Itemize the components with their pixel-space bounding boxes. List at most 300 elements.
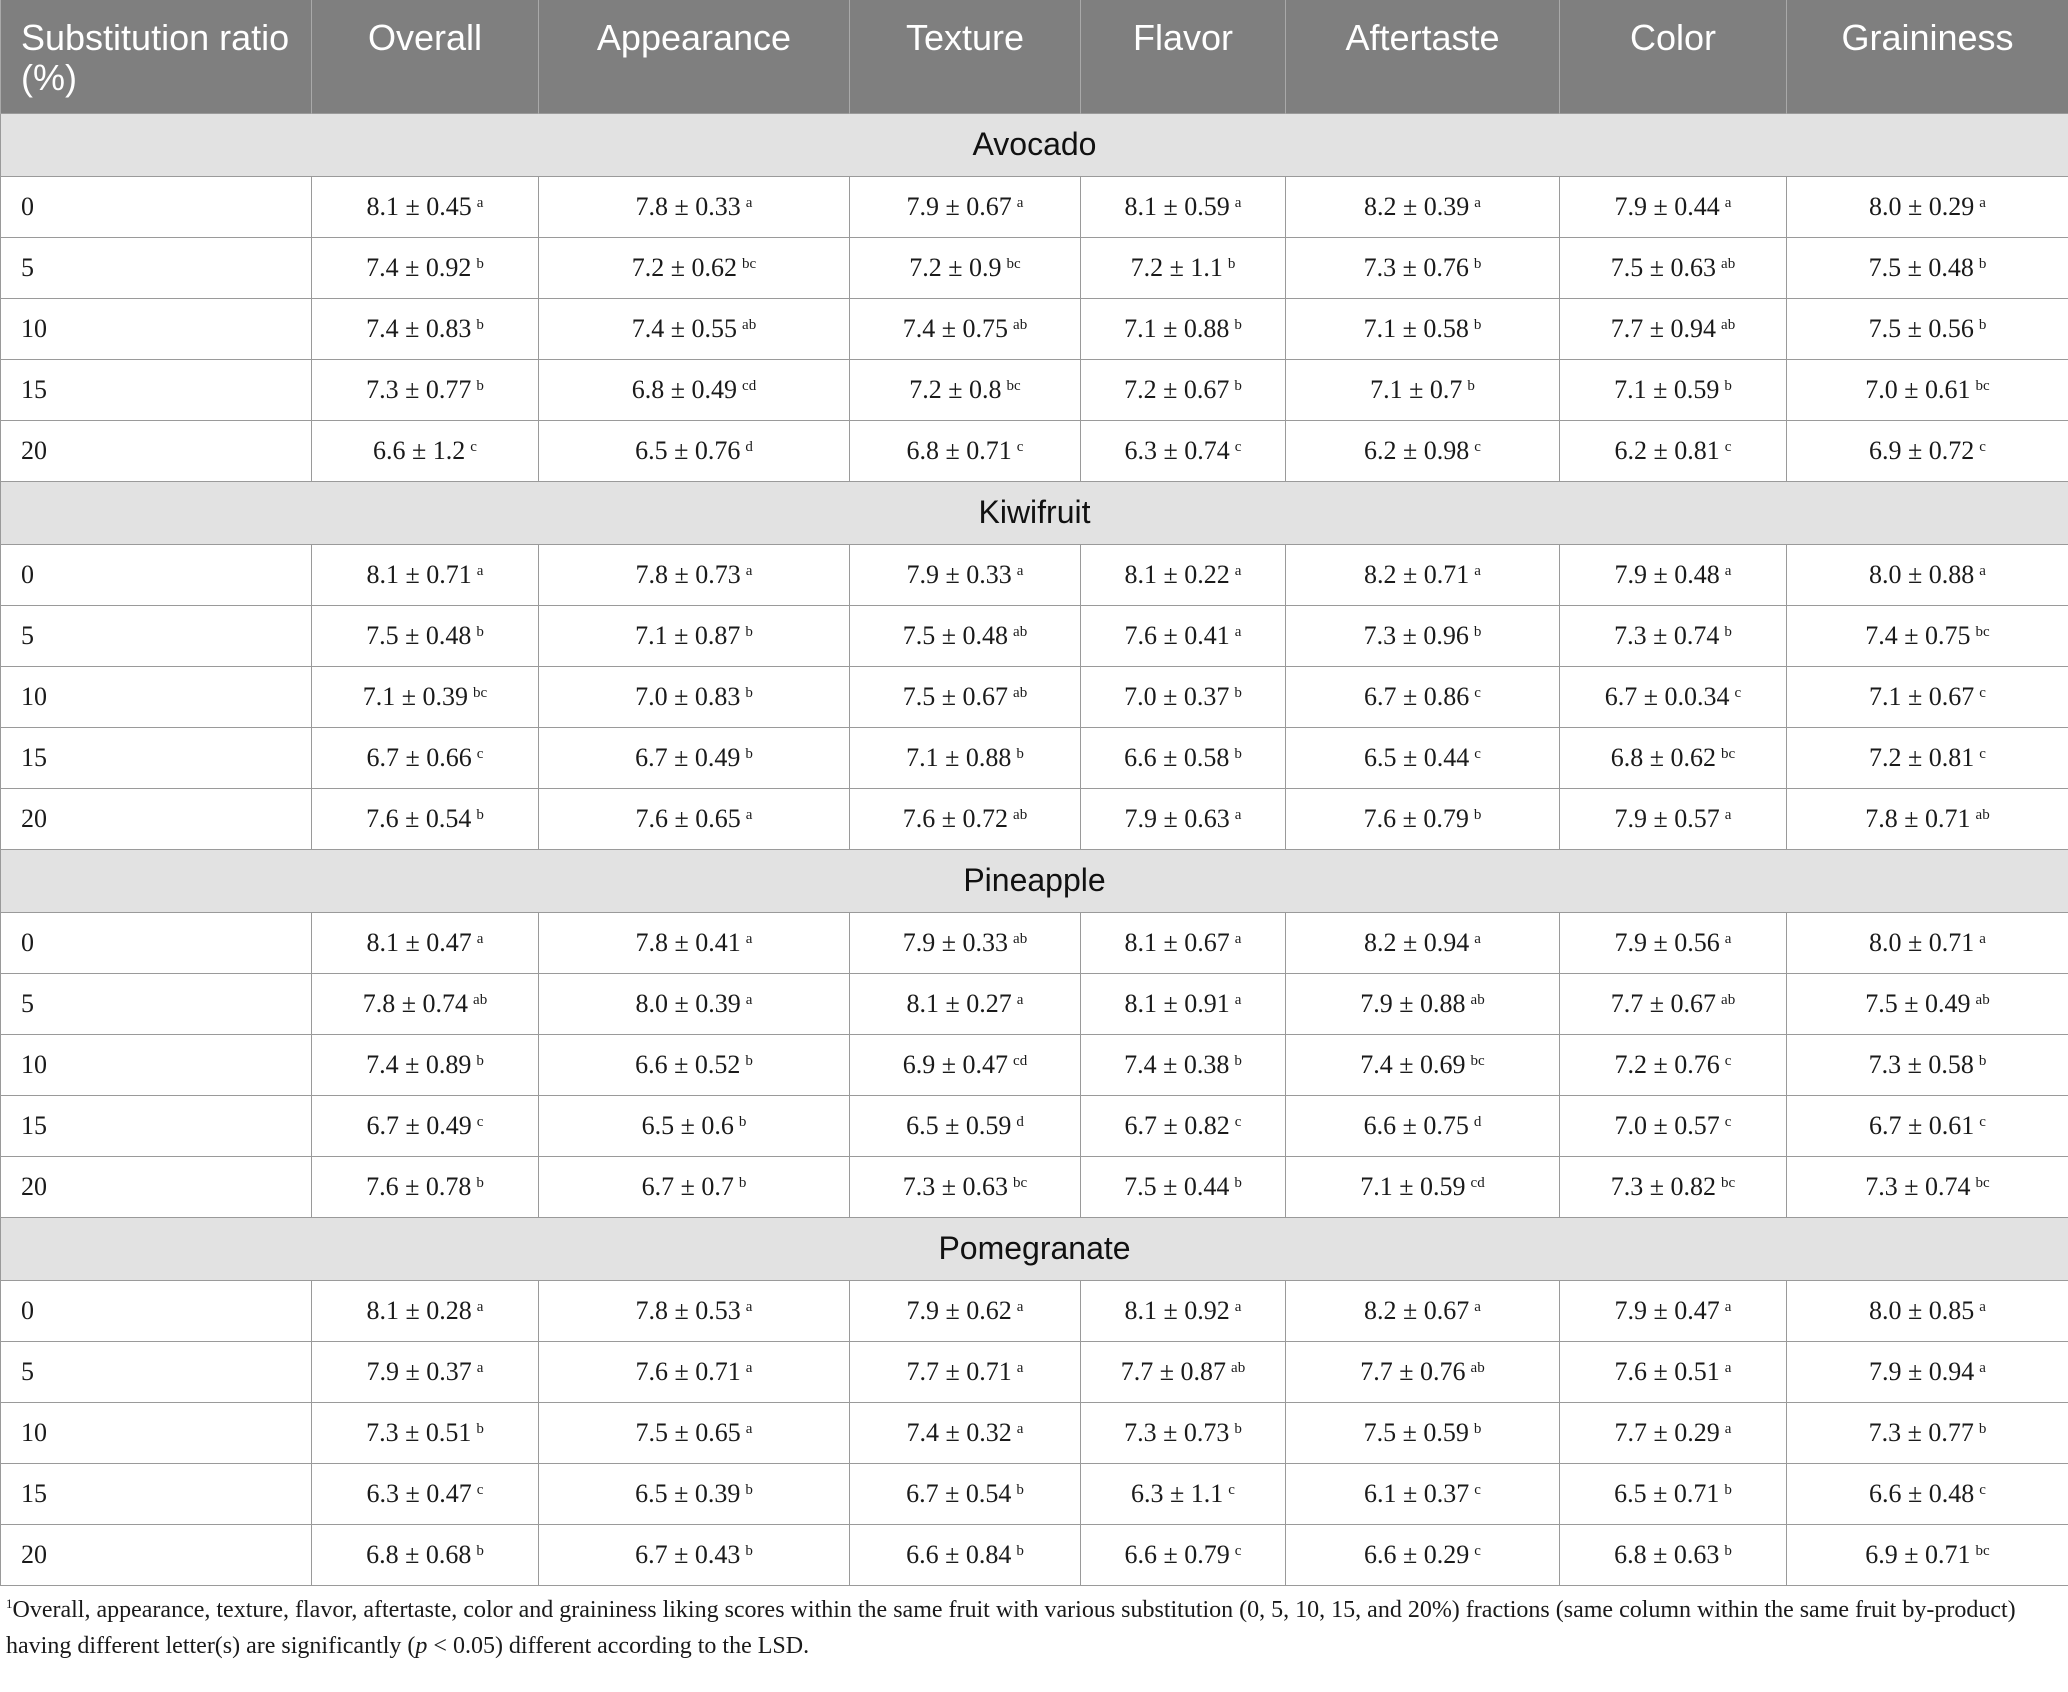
significance-letter: b (1234, 684, 1242, 701)
ratio-cell: 20 (1, 420, 312, 481)
score-value: 7.9 ± 0.88 (1360, 988, 1466, 1018)
score-cell (312, 973, 539, 1034)
score-cell (539, 1156, 850, 1217)
significance-letter: c (1724, 1113, 1732, 1130)
significance-letter: c (470, 438, 477, 455)
significance-letter: c (1474, 684, 1481, 701)
score-value: 6.7 ± 0.49 (635, 742, 741, 772)
score-cell (1787, 1524, 2068, 1585)
score-cell (1560, 420, 1787, 481)
score-cell (1560, 1341, 1787, 1402)
score-value: 7.6 ± 0.78 (366, 1171, 472, 1201)
ratio-cell: 15 (1, 1095, 312, 1156)
score-value: 7.8 ± 0.73 (635, 559, 741, 589)
score-value: 6.8 ± 0.49 (631, 374, 738, 404)
score-value: 6.2 ± 0.98 (1364, 435, 1470, 465)
table-footnote (0, 1586, 2068, 1664)
significance-letter: c (1979, 745, 1986, 762)
significance-letter: d (1473, 1113, 1482, 1130)
table-row (1, 1156, 2068, 1217)
significance-letter: bc (1975, 623, 1990, 640)
score-cell (1560, 1034, 1787, 1095)
score-cell (1560, 727, 1787, 788)
score-value: 8.2 ± 0.67 (1364, 1295, 1470, 1325)
score-cell (850, 1034, 1081, 1095)
score-cell (1787, 1402, 2068, 1463)
score-value: 7.6 ± 0.54 (366, 803, 472, 833)
score-cell (850, 727, 1081, 788)
score-value: 7.0 ± 0.57 (1614, 1110, 1720, 1140)
score-value: 6.6 ± 0.29 (1364, 1539, 1470, 1569)
table-row (1, 973, 2068, 1034)
score-value: 7.7 ± 0.87 (1120, 1356, 1227, 1386)
score-cell (1286, 237, 1560, 298)
score-value: 7.3 ± 0.74 (1865, 1171, 1971, 1201)
significance-letter: bc (1975, 377, 1990, 394)
score-value: 7.4 ± 0.75 (902, 313, 1009, 343)
significance-letter: ab (1721, 991, 1736, 1008)
significance-letter: b (1234, 1174, 1242, 1191)
table-row (1, 298, 2068, 359)
score-cell (1560, 298, 1787, 359)
significance-letter: b (1724, 377, 1732, 394)
significance-letter: ab (1470, 1359, 1485, 1376)
significance-letter: a (745, 930, 753, 947)
score-value: 7.9 ± 0.56 (1614, 927, 1720, 957)
significance-letter: a (1016, 991, 1024, 1008)
score-cell (850, 1095, 1081, 1156)
table-row (1, 788, 2068, 849)
significance-letter: c (1724, 438, 1732, 455)
significance-letter: ab (1013, 623, 1028, 640)
score-value: 6.7 ± 0.86 (1364, 681, 1470, 711)
significance-letter: bc (473, 684, 488, 701)
score-value: 7.6 ± 0.72 (902, 803, 1009, 833)
significance-letter: b (476, 623, 484, 640)
significance-letter: ab (1975, 991, 1990, 1008)
score-value: 7.5 ± 0.56 (1868, 313, 1974, 343)
score-value: 7.9 ± 0.63 (1124, 803, 1230, 833)
significance-letter: ab (1013, 806, 1028, 823)
score-value: 7.3 ± 0.51 (366, 1417, 472, 1447)
significance-letter: a (1724, 1298, 1732, 1315)
score-value: 7.9 ± 0.57 (1614, 803, 1720, 833)
score-cell (539, 1524, 850, 1585)
ratio-cell: 0 (1, 176, 312, 237)
score-cell (1081, 1156, 1286, 1217)
score-value: 7.7 ± 0.29 (1614, 1417, 1720, 1447)
score-value: 7.2 ± 0.9 (909, 252, 1002, 282)
score-cell (1560, 1156, 1787, 1217)
score-cell (1787, 1280, 2068, 1341)
score-value: 7.1 ± 0.87 (635, 620, 741, 650)
significance-letter: bc (1006, 255, 1021, 272)
score-value: 6.5 ± 0.76 (635, 435, 741, 465)
score-value: 6.7 ± 0.7 (641, 1171, 734, 1201)
score-value: 7.7 ± 0.76 (1360, 1356, 1466, 1386)
significance-letter: bc (1975, 1174, 1990, 1191)
score-value: 7.8 ± 0.33 (635, 191, 741, 221)
group-label: Pineapple (1, 849, 2068, 912)
significance-letter: a (745, 194, 753, 211)
significance-letter: b (1234, 316, 1242, 333)
score-value: 6.5 ± 0.71 (1614, 1478, 1720, 1508)
score-value: 7.5 ± 0.63 (1610, 252, 1717, 282)
significance-letter: b (1724, 1542, 1732, 1559)
score-value: 6.8 ± 0.63 (1614, 1539, 1720, 1569)
score-cell (850, 544, 1081, 605)
group-label: Avocado (1, 113, 2068, 176)
score-value: 7.1 ± 0.39 (362, 681, 469, 711)
score-cell (1787, 788, 2068, 849)
significance-letter: b (1016, 1481, 1024, 1498)
footnote-p-symbol: p (415, 1632, 428, 1659)
table-row (1, 1524, 2068, 1585)
score-cell (1081, 176, 1286, 237)
score-cell (1286, 1341, 1560, 1402)
table-row (1, 359, 2068, 420)
score-cell (1286, 1095, 1560, 1156)
score-cell (539, 420, 850, 481)
score-cell (1560, 973, 1787, 1034)
significance-letter: a (1016, 1298, 1024, 1315)
score-cell (1081, 605, 1286, 666)
score-cell (312, 359, 539, 420)
significance-letter: b (738, 1113, 747, 1130)
significance-letter: b (1467, 377, 1475, 394)
score-cell (312, 1402, 539, 1463)
significance-letter: c (1474, 1542, 1481, 1559)
score-cell (850, 359, 1081, 420)
score-cell (1560, 176, 1787, 237)
score-cell (1787, 1034, 2068, 1095)
significance-letter: c (1724, 1052, 1732, 1069)
score-cell (1286, 1463, 1560, 1524)
table-row (1, 1402, 2068, 1463)
ratio-cell: 10 (1, 298, 312, 359)
score-value: 8.2 ± 0.94 (1364, 927, 1470, 957)
table-row (1, 420, 2068, 481)
score-cell (1560, 237, 1787, 298)
score-value: 6.8 ± 0.71 (906, 435, 1012, 465)
header-flavor: Flavor (1081, 0, 1286, 113)
score-cell (1787, 912, 2068, 973)
score-cell (1787, 237, 2068, 298)
score-cell (539, 359, 850, 420)
significance-letter: cd (1470, 1174, 1485, 1191)
group-label: Pomegranate (1, 1217, 2068, 1280)
score-value: 7.5 ± 0.49 (1865, 988, 1971, 1018)
significance-letter: a (1979, 1359, 1986, 1376)
score-value: 7.6 ± 0.71 (635, 1356, 741, 1386)
score-value: 6.6 ± 0.84 (906, 1539, 1012, 1569)
score-value: 7.3 ± 0.73 (1124, 1417, 1230, 1447)
score-value: 8.0 ± 0.71 (1869, 927, 1975, 957)
score-value: 6.5 ± 0.44 (1364, 742, 1470, 772)
ratio-cell: 15 (1, 1463, 312, 1524)
table-header (1, 0, 2068, 113)
significance-letter: b (476, 255, 484, 272)
score-value: 6.5 ± 0.39 (635, 1478, 741, 1508)
significance-letter: a (1474, 1298, 1481, 1315)
score-value: 6.3 ± 1.1 (1131, 1478, 1224, 1508)
score-value: 7.2 ± 0.62 (631, 252, 738, 282)
score-cell (539, 544, 850, 605)
ratio-cell: 5 (1, 237, 312, 298)
significance-letter: b (476, 1174, 484, 1191)
group-row (1, 481, 2068, 544)
score-value: 6.7 ± 0.49 (366, 1110, 472, 1140)
significance-letter: d (1016, 1113, 1024, 1130)
score-cell (312, 1524, 539, 1585)
score-cell (1787, 176, 2068, 237)
ratio-cell: 20 (1, 1156, 312, 1217)
significance-letter: a (1724, 1420, 1732, 1437)
score-cell (1560, 605, 1787, 666)
score-cell (539, 1341, 850, 1402)
significance-letter: b (476, 316, 484, 333)
significance-letter: a (1724, 806, 1732, 823)
score-value: 7.4 ± 0.83 (366, 313, 472, 343)
significance-letter: a (1724, 1359, 1732, 1376)
score-value: 7.5 ± 0.59 (1363, 1417, 1469, 1447)
score-value: 8.1 ± 0.22 (1124, 559, 1230, 589)
score-cell (850, 1280, 1081, 1341)
score-cell (312, 912, 539, 973)
significance-letter: d (745, 438, 753, 455)
ratio-cell: 10 (1, 1034, 312, 1095)
ratio-cell: 10 (1, 666, 312, 727)
significance-letter: b (1016, 1542, 1024, 1559)
significance-letter: b (1978, 255, 1987, 272)
score-value: 7.8 ± 0.74 (362, 988, 469, 1018)
score-value: 7.6 ± 0.79 (1363, 803, 1469, 833)
score-value: 7.8 ± 0.71 (1865, 803, 1971, 833)
significance-letter: a (1234, 930, 1242, 947)
significance-letter: c (476, 1113, 484, 1130)
score-cell (1787, 1095, 2068, 1156)
significance-letter: bc (1470, 1052, 1485, 1069)
score-cell (312, 1463, 539, 1524)
score-cell (539, 237, 850, 298)
header-graininess: Graininess (1787, 0, 2068, 113)
ratio-cell: 5 (1, 973, 312, 1034)
score-value: 7.4 ± 0.69 (1360, 1049, 1466, 1079)
score-value: 8.1 ± 0.59 (1124, 191, 1230, 221)
score-cell (539, 727, 850, 788)
header-aftertaste: Aftertaste (1286, 0, 1560, 113)
significance-letter: b (1227, 255, 1236, 272)
score-value: 8.1 ± 0.47 (366, 927, 472, 957)
score-cell (539, 666, 850, 727)
significance-letter: b (745, 1481, 753, 1498)
score-cell (1286, 912, 1560, 973)
header-color: Color (1560, 0, 1787, 113)
table-row (1, 1463, 2068, 1524)
significance-letter: b (1724, 1481, 1732, 1498)
score-cell (1286, 1402, 1560, 1463)
table-row (1, 605, 2068, 666)
score-cell (1787, 605, 2068, 666)
score-cell (850, 1402, 1081, 1463)
table-row (1, 1095, 2068, 1156)
significance-letter: c (1979, 1481, 1986, 1498)
score-cell (539, 912, 850, 973)
header-appearance: Appearance (539, 0, 850, 113)
significance-letter: b (1978, 316, 1987, 333)
significance-letter: a (745, 1298, 753, 1315)
significance-letter: c (476, 1481, 484, 1498)
score-value: 6.7 ± 0.61 (1869, 1110, 1975, 1140)
significance-letter: bc (1721, 745, 1736, 762)
score-cell (1286, 605, 1560, 666)
significance-letter: b (1016, 745, 1024, 762)
score-cell (1081, 1463, 1286, 1524)
score-value: 7.1 ± 0.88 (1124, 313, 1230, 343)
significance-letter: a (745, 991, 753, 1008)
score-value: 7.1 ± 0.88 (906, 742, 1012, 772)
score-value: 6.3 ± 0.74 (1124, 435, 1230, 465)
significance-letter: ab (742, 316, 757, 333)
score-value: 6.5 ± 0.6 (641, 1110, 734, 1140)
score-cell (539, 1280, 850, 1341)
score-cell (1560, 666, 1787, 727)
score-value: 7.0 ± 0.61 (1865, 374, 1971, 404)
significance-letter: c (1474, 438, 1481, 455)
significance-letter: b (745, 1542, 753, 1559)
score-value: 7.0 ± 0.37 (1124, 681, 1230, 711)
significance-letter: ab (1013, 930, 1028, 947)
significance-letter: a (1016, 1359, 1024, 1376)
score-value: 7.4 ± 0.89 (366, 1049, 472, 1079)
score-value: 7.5 ± 0.48 (366, 620, 472, 650)
significance-letter: b (1473, 806, 1482, 823)
ratio-cell: 10 (1, 1402, 312, 1463)
significance-letter: a (476, 1298, 484, 1315)
significance-letter: b (1978, 1420, 1987, 1437)
score-cell (850, 237, 1081, 298)
significance-letter: b (476, 377, 484, 394)
score-value: 7.8 ± 0.41 (635, 927, 741, 957)
score-value: 7.9 ± 0.33 (906, 559, 1012, 589)
score-cell (1560, 1280, 1787, 1341)
score-cell (1286, 973, 1560, 1034)
significance-letter: b (745, 684, 753, 701)
score-value: 7.2 ± 1.1 (1130, 252, 1223, 282)
ratio-cell: 0 (1, 912, 312, 973)
score-value: 7.1 ± 0.58 (1363, 313, 1469, 343)
significance-letter: a (1474, 194, 1481, 211)
significance-letter: ab (1013, 316, 1028, 333)
score-cell (1081, 359, 1286, 420)
score-value: 8.1 ± 0.28 (366, 1295, 472, 1325)
significance-letter: b (1234, 377, 1242, 394)
score-value: 7.9 ± 0.67 (906, 191, 1012, 221)
score-value: 6.6 ± 0.79 (1124, 1539, 1230, 1569)
score-cell (1081, 912, 1286, 973)
significance-letter: b (1234, 1052, 1242, 1069)
score-value: 8.1 ± 0.27 (906, 988, 1012, 1018)
score-cell (1081, 727, 1286, 788)
score-cell (312, 420, 539, 481)
significance-letter: bc (742, 255, 757, 272)
score-value: 7.1 ± 0.59 (1360, 1171, 1466, 1201)
score-cell (312, 1156, 539, 1217)
significance-letter: ab (473, 991, 488, 1008)
group-row (1, 849, 2068, 912)
significance-letter: cd (742, 377, 757, 394)
score-value: 7.4 ± 0.75 (1865, 620, 1971, 650)
ratio-cell: 20 (1, 1524, 312, 1585)
score-cell (312, 788, 539, 849)
group-label: Kiwifruit (1, 481, 2068, 544)
score-cell (1081, 1402, 1286, 1463)
significance-letter: c (1979, 1113, 1986, 1130)
significance-letter: ab (1013, 684, 1028, 701)
score-value: 7.9 ± 0.33 (902, 927, 1009, 957)
score-cell (1286, 1156, 1560, 1217)
score-cell (1081, 973, 1286, 1034)
score-value: 6.7 ± 0.82 (1124, 1110, 1230, 1140)
score-value: 8.0 ± 0.29 (1869, 191, 1975, 221)
table-row (1, 544, 2068, 605)
significance-letter: a (1234, 623, 1242, 640)
score-cell (1286, 359, 1560, 420)
score-value: 7.5 ± 0.65 (635, 1417, 741, 1447)
significance-letter: b (1473, 316, 1482, 333)
score-cell (539, 1402, 850, 1463)
score-cell (1787, 1156, 2068, 1217)
score-cell (1286, 1034, 1560, 1095)
table-row (1, 176, 2068, 237)
score-value: 7.3 ± 0.74 (1614, 620, 1720, 650)
score-value: 7.3 ± 0.77 (366, 374, 472, 404)
score-value: 7.5 ± 0.48 (1868, 252, 1974, 282)
score-cell (539, 605, 850, 666)
score-cell (1286, 176, 1560, 237)
ratio-cell: 5 (1, 1341, 312, 1402)
ratio-cell: 20 (1, 788, 312, 849)
table-row (1, 237, 2068, 298)
significance-letter: cd (1013, 1052, 1028, 1069)
score-cell (1081, 237, 1286, 298)
score-cell (1787, 298, 2068, 359)
significance-letter: a (1234, 562, 1242, 579)
significance-letter: b (476, 806, 484, 823)
score-cell (850, 912, 1081, 973)
significance-letter: c (1979, 438, 1986, 455)
score-value: 8.0 ± 0.88 (1869, 559, 1975, 589)
significance-letter: a (476, 930, 484, 947)
significance-letter: a (1724, 930, 1732, 947)
score-value: 7.5 ± 0.44 (1124, 1171, 1230, 1201)
score-cell (539, 1463, 850, 1524)
score-value: 7.1 ± 0.59 (1614, 374, 1720, 404)
score-value: 8.2 ± 0.71 (1364, 559, 1470, 589)
header-row (1, 0, 2068, 113)
significance-letter: a (1234, 194, 1242, 211)
score-value: 7.6 ± 0.65 (635, 803, 741, 833)
score-cell (850, 1341, 1081, 1402)
footnote-marker: 1 (6, 1595, 13, 1611)
significance-letter: a (1234, 991, 1242, 1008)
significance-letter: a (1724, 194, 1732, 211)
score-cell (1560, 912, 1787, 973)
score-value: 6.8 ± 0.62 (1610, 742, 1717, 772)
table-row (1, 1341, 2068, 1402)
significance-letter: b (738, 1174, 747, 1191)
score-value: 7.5 ± 0.48 (902, 620, 1009, 650)
